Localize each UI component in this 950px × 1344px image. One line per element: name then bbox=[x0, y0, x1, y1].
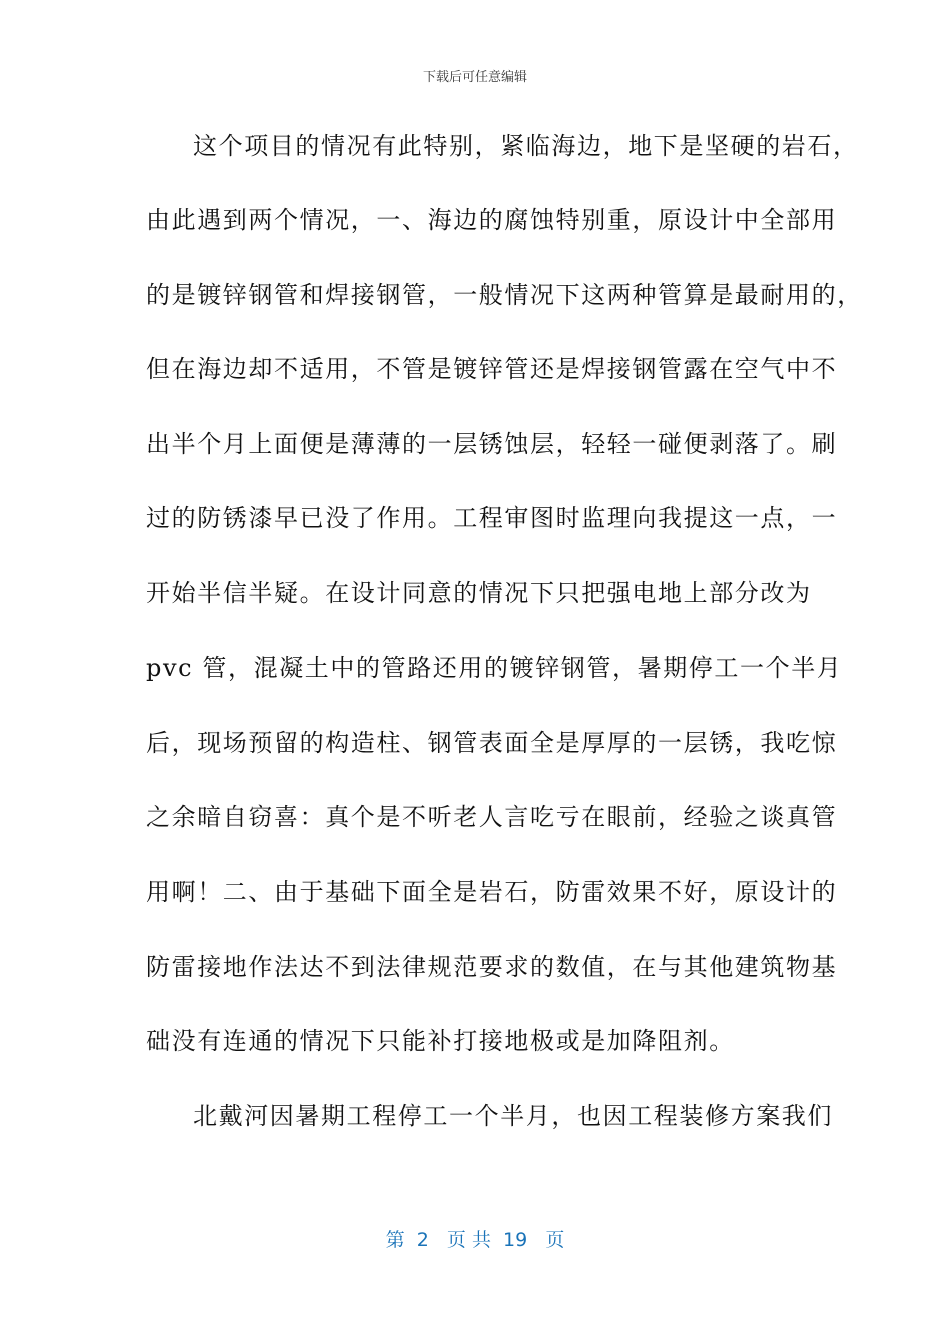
text-line-1: 这个项目的情况有此特别，紧临海边，地下是坚硬的岩石， bbox=[193, 132, 859, 160]
text-line-9: 后，现场预留的构造柱、钢管表面全是厚厚的一层锈，我吃惊 bbox=[146, 729, 838, 757]
text-line-6: 过的防锈漆早已没了作用。工程审图时监理向我提这一点，一 bbox=[146, 504, 838, 532]
header-note: 下载后可任意编辑 bbox=[422, 70, 527, 85]
text-line-14: 北戴河因暑期工程停工一个半月，也因工程装修方案我们 bbox=[193, 1102, 833, 1130]
text-line-8: pvc 管，混凝土中的管路还用的镀锌钢管，暑期停工一个半月 bbox=[146, 654, 843, 682]
text-line-11: 用啊！二、由于基础下面全是岩石，防雷效果不好，原设计的 bbox=[146, 878, 838, 906]
text-line-7: 开始半信半疑。在设计同意的情况下只把强电地上部分改为 bbox=[146, 579, 812, 607]
text-line-3: 的是镀锌钢管和焊接钢管，一般情况下这两种管算是最耐用的， bbox=[146, 281, 863, 309]
text-line-12: 防雷接地作法达不到法律规范要求的数值，在与其他建筑物基 bbox=[146, 953, 838, 981]
text-line-10: 之余暗自窃喜：真个是不听老人言吃亏在眼前，经验之谈真管 bbox=[146, 803, 838, 831]
text-line-4: 但在海边却不适用，不管是镀锌管还是焊接钢管露在空气中不 bbox=[146, 355, 838, 383]
text-line-5: 出半个月上面便是薄薄的一层锈蚀层，轻轻一碰便剥落了。刷 bbox=[146, 430, 838, 458]
text-line-2: 由此遇到两个情况，一、海边的腐蚀特别重，原设计中全部用 bbox=[146, 206, 838, 234]
page-footer: 第 2 页 共 19 页 bbox=[385, 1229, 565, 1251]
text-line-13: 础没有连通的情况下只能补打接地极或是加降阻剂。 bbox=[146, 1027, 735, 1055]
